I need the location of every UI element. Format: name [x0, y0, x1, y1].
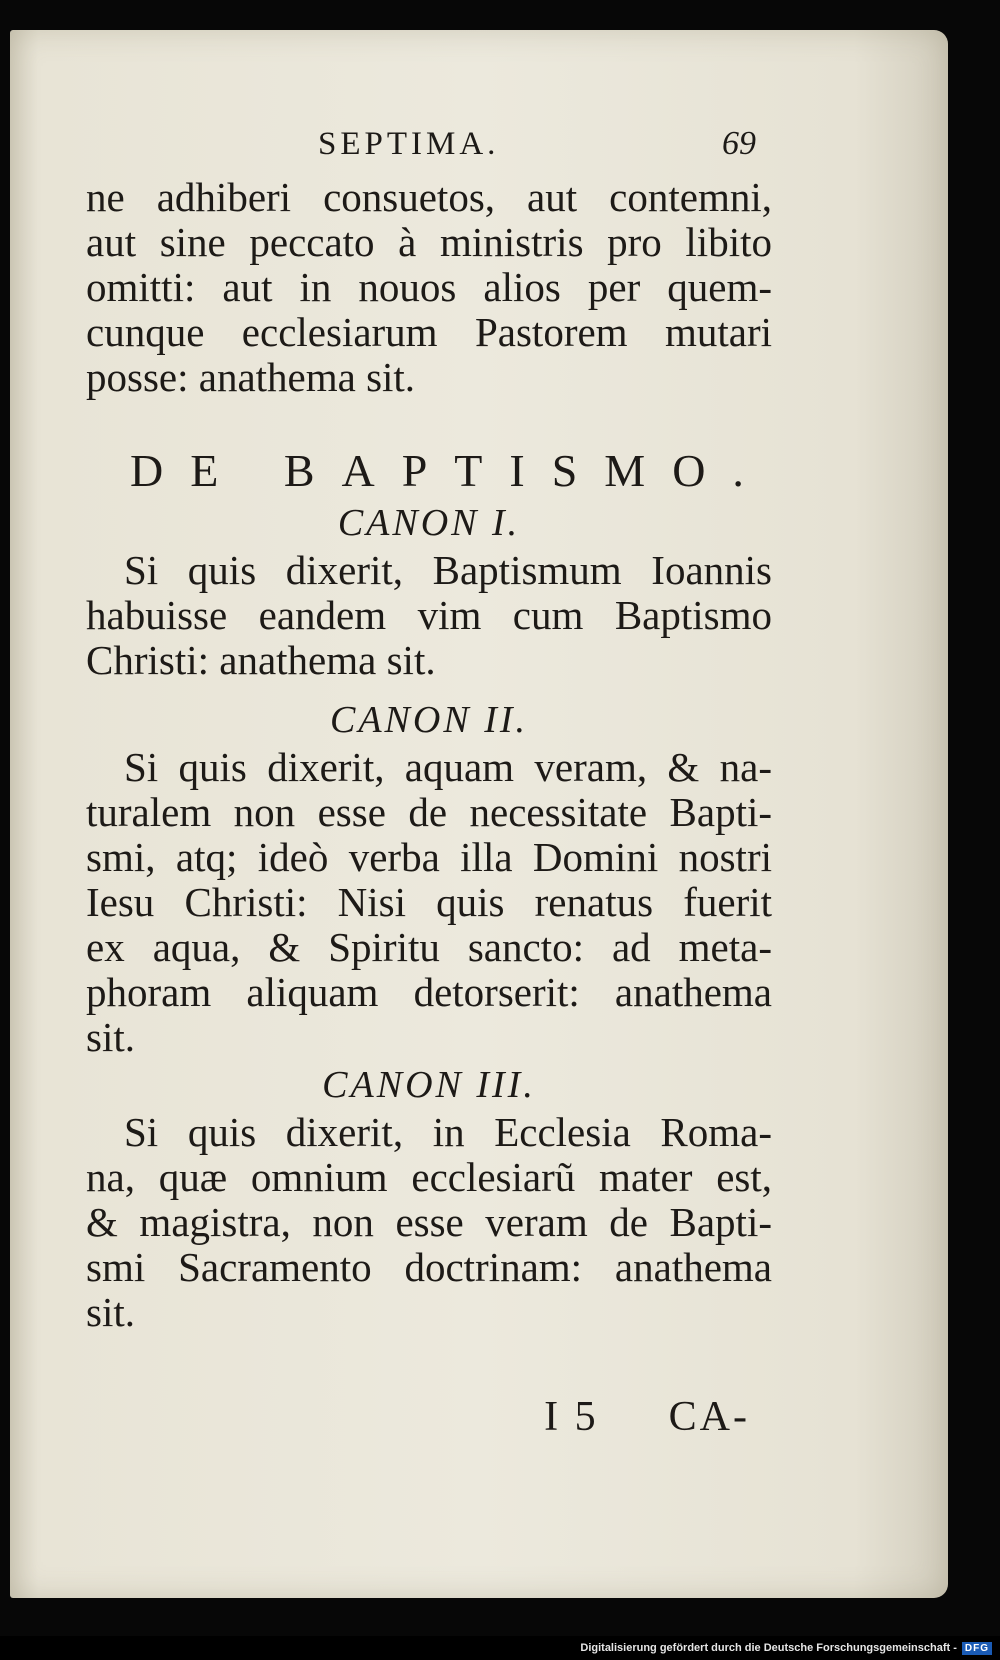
dfg-logo: DFG	[962, 1642, 992, 1655]
text-line: ex aqua, & Spiritu sancto: ad meta-	[86, 924, 772, 970]
running-head	[86, 125, 772, 175]
text-line: posse: anathema sit.	[86, 354, 416, 400]
text-block	[86, 125, 772, 1441]
text-line: smi Sacramento doctrinam: anathema	[86, 1244, 772, 1290]
text-line: aut sine peccato à ministris pro libito	[86, 219, 772, 265]
top-paragraph	[86, 175, 772, 400]
text-line: na, quæ omnium ecclesiarũ mater est,	[86, 1154, 772, 1200]
text-line: omitti: aut in nouos alios per quem-	[86, 264, 772, 310]
footer-credit-text: Digitalisierung gefördert durch die Deutsche Forschungsgemeinschaft -	[580, 1642, 957, 1654]
text-line: turalem non esse de necessitate Bapti-	[86, 789, 772, 835]
canon-heading: CANON III.	[322, 1064, 536, 1106]
catchword: CA-	[668, 1394, 750, 1440]
text-line: Si quis dixerit, Baptismum Ioannis	[124, 547, 772, 593]
section-heading: DE BAPTISMO.	[130, 445, 771, 496]
page-number: 69	[722, 125, 756, 162]
footer-bar	[0, 1636, 1000, 1660]
signature-mark: I 5	[544, 1394, 599, 1440]
canon-1	[86, 498, 772, 683]
text-line: habuisse eandem vim cum Baptismo	[86, 592, 772, 638]
text-line: Si quis dixerit, aquam veram, & na-	[124, 744, 772, 790]
text-line: Iesu Christi: Nisi quis renatus fuerit	[86, 879, 772, 925]
text-line: sit.	[86, 1014, 135, 1060]
text-line: Si quis dixerit, in Ecclesia Roma-	[124, 1109, 772, 1155]
text-line: smi, atq; ideò verba illa Domini nostri	[86, 834, 772, 880]
text-line: phoram aliquam detorserit: anathema	[86, 969, 772, 1015]
canon-heading: CANON II.	[330, 699, 528, 741]
catchline	[86, 1393, 772, 1441]
canon-2	[86, 695, 772, 1060]
book-page	[10, 30, 948, 1598]
text-line: cunque ecclesiarum Pastorem mutari	[86, 309, 772, 355]
text-line: Christi: anathema sit.	[86, 637, 436, 683]
text-line: ne adhiberi consuetos, aut contemni,	[86, 174, 772, 220]
text-line: sit.	[86, 1289, 135, 1335]
footer-credit	[580, 1642, 1000, 1655]
canon-3	[86, 1060, 772, 1335]
text-line: & magistra, non esse veram de Bapti-	[86, 1199, 772, 1245]
canon-heading: CANON I.	[337, 502, 521, 544]
running-head-title: SEPTIMA.	[318, 126, 500, 162]
